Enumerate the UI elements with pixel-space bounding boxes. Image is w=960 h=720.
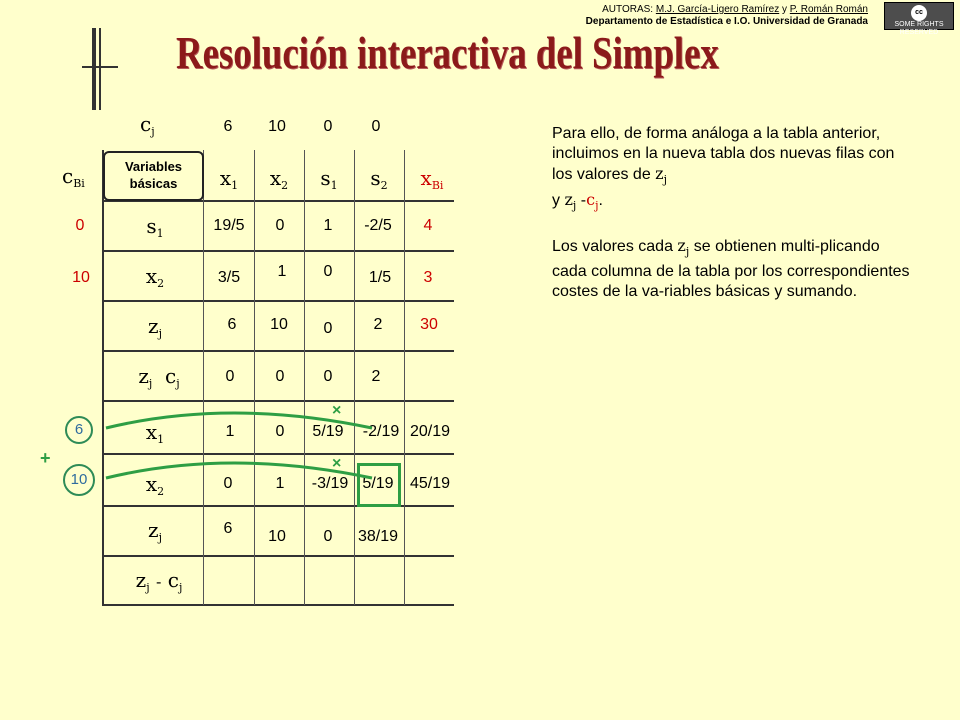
tableau-cell: -2/5 xyxy=(364,217,392,234)
var-header-s1: $s_1$ xyxy=(320,166,338,192)
page-title: Resolución interactiva del Simplex xyxy=(176,27,719,78)
tableau-cell: -2/19 xyxy=(362,423,400,440)
cj-value: 0 xyxy=(323,118,333,135)
tableau-cell: 1/5 xyxy=(368,269,392,286)
explanation-paragraph-1 xyxy=(552,124,912,216)
cb-label: $c_{Bi}$ xyxy=(62,164,85,190)
cb-value: 0 xyxy=(75,217,85,234)
cb-value: 10 xyxy=(72,269,90,286)
var-header-x2: $x_2$ xyxy=(269,166,289,192)
zj-inline: $z_j$ xyxy=(655,164,668,186)
zj-cj-value: 0 xyxy=(225,368,235,385)
basic-vars-header: Variables básicas xyxy=(103,151,204,201)
tableau-cell: 0 xyxy=(223,475,233,492)
xb-value: 3 xyxy=(423,269,433,286)
department-text: Departamento de Estadística e I.O. Universidad de Granada xyxy=(585,16,868,27)
explanation-dash: - xyxy=(580,192,587,209)
basic-var-x1: $x_1$ xyxy=(145,420,165,446)
tableau-cell: 5/19 xyxy=(312,423,344,440)
tableau-cell: 1 xyxy=(225,423,235,440)
zj-value: 10 xyxy=(268,528,286,545)
zj-cj-value: 0 xyxy=(323,368,333,385)
author-link-2[interactable]: P. Román Román xyxy=(789,4,868,15)
times-operator: × xyxy=(332,455,342,472)
var-header-x1: $x_1$ xyxy=(219,166,239,192)
cj-value: 10 xyxy=(268,118,286,135)
cc-logo-icon: cc xyxy=(911,5,927,21)
license-badge[interactable] xyxy=(884,2,954,36)
authors-line xyxy=(586,4,868,16)
tableau-cell: 0 xyxy=(275,217,285,234)
zj-cj-label: $z_j - c_j$ xyxy=(135,568,183,594)
cj-value: 0 xyxy=(371,118,381,135)
basic-var-x2: $x_2$ xyxy=(145,472,165,498)
xb-value: 4 xyxy=(423,217,433,234)
times-operator: × xyxy=(332,402,342,419)
zj-value: 38/19 xyxy=(357,528,399,545)
xb-value: 20/19 xyxy=(409,423,451,440)
zj-cj-value: 2 xyxy=(371,368,381,385)
zj-value: 6 xyxy=(223,520,233,537)
zj-label: $z_j$ xyxy=(148,518,162,544)
tableau-cell: 1 xyxy=(323,217,333,234)
explanation-text: se obtienen multi-plicando cada columna de la tabla por los correspondientes costes de la va-riables básicas y sumando. xyxy=(552,238,910,300)
explanation-y: y xyxy=(552,192,560,209)
zj-value: 0 xyxy=(323,528,333,545)
basic-var-x2: $x_2$ xyxy=(145,264,165,290)
xb-header: $x_{Bi}$ xyxy=(420,166,444,192)
tableau-cell: 0 xyxy=(323,263,333,280)
plus-operator: + xyxy=(40,448,51,468)
tableau-cell: 1 xyxy=(275,475,285,492)
tableau-cell: -3/19 xyxy=(311,475,349,492)
author-link-1[interactable]: M.J. García-Ligero Ramírez xyxy=(655,4,780,15)
credits xyxy=(586,4,868,28)
xb-value: 45/19 xyxy=(409,475,451,492)
tableau-cell: 3/5 xyxy=(217,269,241,286)
cj-label: $c_j$ xyxy=(140,112,155,138)
var-header-s2: $s_2$ xyxy=(370,166,388,192)
explanation-text: Los valores cada xyxy=(552,238,673,255)
cj-value: 6 xyxy=(223,118,233,135)
tableau-cell: 1 xyxy=(277,263,287,280)
zj-inline: $z_j$ xyxy=(677,236,690,258)
zj-inline: $z_j$ xyxy=(564,190,577,212)
zj-value: 0 xyxy=(323,320,333,337)
tableau-cell: 19/5 xyxy=(213,217,245,234)
explanation-end: . xyxy=(598,192,603,209)
zj-objective: 30 xyxy=(420,316,438,333)
tableau-cell: 0 xyxy=(275,423,285,440)
license-text: SOME RIGHTS RESERVED xyxy=(894,21,944,36)
authors-prefix: AUTORAS: xyxy=(602,4,656,15)
zj-value: 10 xyxy=(270,316,288,333)
tableau-cell: 5/19 xyxy=(362,475,394,492)
zj-cj-value: 0 xyxy=(275,368,285,385)
cb-circle: 10 xyxy=(63,464,95,496)
explanation-paragraph-2 xyxy=(552,236,912,302)
basic-var-s1: $s_1$ xyxy=(146,214,164,240)
zj-label: $z_j$ xyxy=(148,314,162,340)
zj-value: 2 xyxy=(373,316,383,333)
highlight-box xyxy=(357,463,401,507)
explanation-text: Para ello, de forma análoga a la tabla anterior, incluimos en la nueva tabla dos nuevas filas con los valores de xyxy=(552,125,895,183)
authors-and: y xyxy=(779,4,790,15)
zj-cj-label: $z_j$ $c_j$ xyxy=(138,364,180,390)
cb-circle: 6 xyxy=(65,416,93,444)
cj-inline: $c_j$ xyxy=(586,190,599,212)
zj-value: 6 xyxy=(227,316,237,333)
